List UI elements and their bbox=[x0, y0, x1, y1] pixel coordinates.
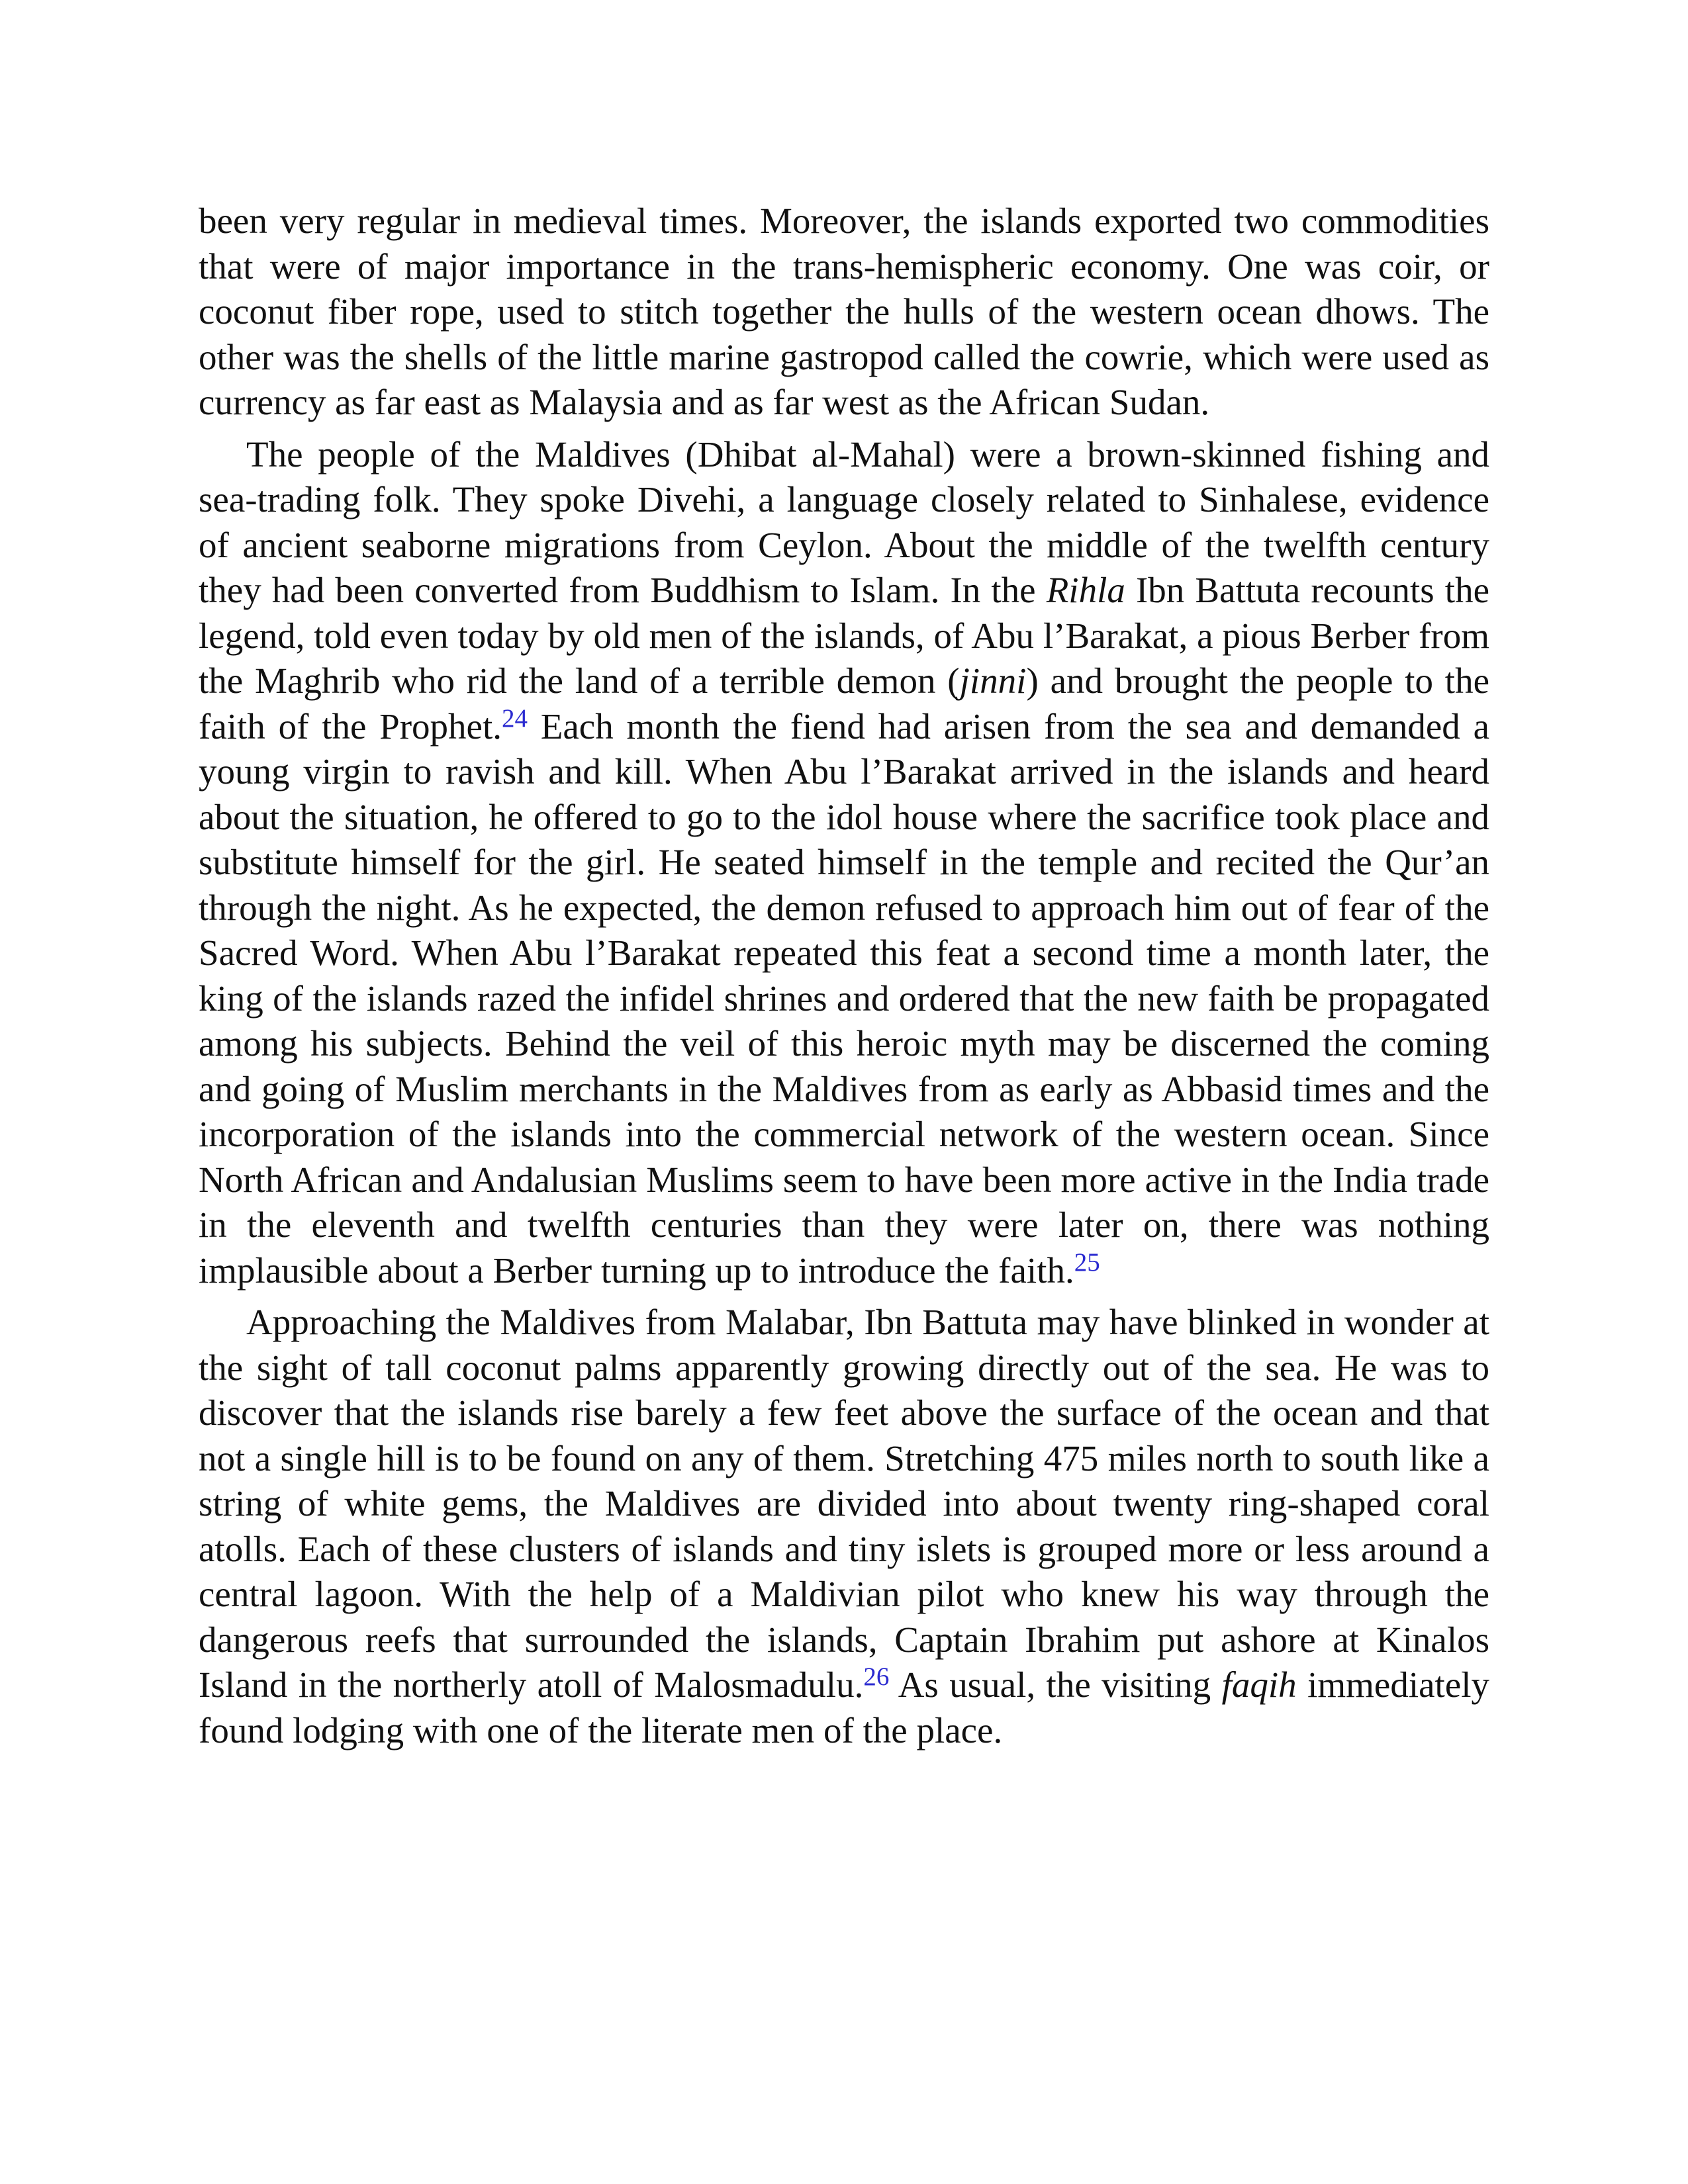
paragraph-text: ) and brought the people to the faith of the Prophet. bbox=[199, 660, 1490, 747]
paragraph-text: The people of the Maldives (Dhibat al-Mahal) were a brown-skinned fishing and sea-trading folk. They spoke Divehi, a language closely related to Sinhalese, evidence of ancient seaborne migrations from Ceylon. About the middle of the twelfth century they had been converted from Buddhism to Islam. In the bbox=[199, 433, 1489, 610]
paragraph-text: As usual, the visiting bbox=[889, 1664, 1222, 1705]
paragraph-3 bbox=[199, 1300, 1489, 1753]
italic-term-rihla: Rihla bbox=[1046, 570, 1125, 610]
footnote-link-25[interactable]: 25 bbox=[1074, 1248, 1100, 1277]
paragraph-text: Each month the fiend had arisen from the sea and demanded a young virgin to ravish and kill. When Abu l’Barakat arrived in the islands and heard about the situation, he offered to go to the idol house where the sacrifice took place and substitute himself for the girl. He seated himself in the temple and recited the Qur’an through the night. As he expected, the demon refused to approach him out of fear of the Sacred Word. When Abu l’Barakat repeated this feat a second time a month later, the king of the islands razed the infidel shrines and ordered that the new faith be propagated among his subjects. Behind the veil of this heroic myth may be discerned the coming and going of Muslim merchants in the Maldives from as early as Abbasid times and the incorporation of the islands into the commercial network of the western ocean. Since North African and Andalusian Muslims seem to have been more active in the India trade in the eleventh and twelfth centuries than they were later on, there was nothing implausible about a Berber turning up to introduce the faith. bbox=[199, 705, 1489, 1291]
paragraph-text: been very regular in medieval times. Moreover, the islands exported two commodities that were of major importance in the trans-hemispheric economy. One was coir, or coconut fiber rope, used to stitch together the hulls of the western ocean dhows. The other was the shells of the little marine gastropod called the cowrie, which were used as currency as far east as Malaysia and as far west as the African Sudan. bbox=[199, 201, 1489, 422]
footnote-link-24[interactable]: 24 bbox=[502, 704, 528, 733]
page-text-block bbox=[199, 199, 1489, 1760]
paragraph-1 bbox=[199, 199, 1489, 426]
italic-term-jinni: jinni bbox=[959, 660, 1027, 701]
paragraph-2 bbox=[199, 432, 1489, 1294]
paragraph-text: immediately found lodging with one of the literate men of the place. bbox=[199, 1664, 1490, 1751]
paragraph-text: Ibn Battuta recounts the legend, told even today by old men of the islands, of Abu l’Barakat, a pious Berber from the Maghrib who rid the land of a terrible demon ( bbox=[199, 570, 1489, 701]
footnote-link-26[interactable]: 26 bbox=[863, 1662, 890, 1691]
paragraph-text: Approaching the Maldives from Malabar, Ibn Battuta may have blinked in wonder at the sight of tall coconut palms apparently growing directly out of the sea. He was to discover that the islands rise barely a few feet above the surface of the ocean and that not a single hill is to be found on any of them. Stretching 475 miles north to south like a string of white gems, the Maldives are divided into about twenty ring-shaped coral atolls. Each of these clusters of islands and tiny islets is grouped more or less around a central lagoon. With the help of a Maldivian pilot who knew his way through the dangerous reefs that surrounded the islands, Captain Ibrahim put ashore at Kinalos Island in the northerly atoll of Malosmadulu. bbox=[199, 1302, 1489, 1705]
italic-term-faqih: faqih bbox=[1221, 1664, 1297, 1705]
